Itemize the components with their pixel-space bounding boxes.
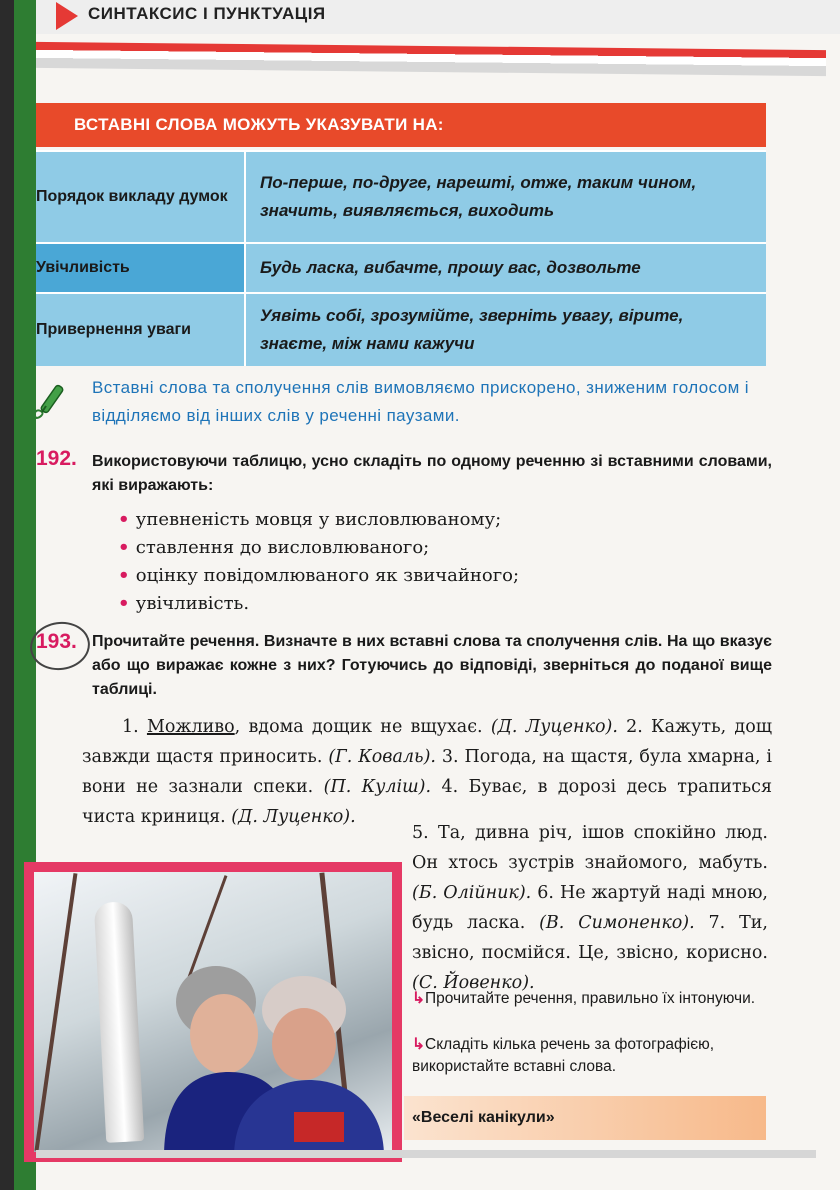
author: (Б. Олійник).	[412, 883, 532, 903]
table-category: Привернення уваги	[36, 321, 191, 338]
author: (С. Йовенко).	[412, 973, 535, 993]
pen-icon	[30, 378, 76, 424]
photo-image	[34, 872, 392, 1152]
exercise-instruction: Прочитайте речення. Визначте в них вставні слова та сполучення слів. На що вказує або що виражає кожне з них? Готуючись до відповіді, зверніться до поданої вище таблиці.	[92, 633, 772, 698]
task-arrow-icon: ↳	[412, 990, 425, 1007]
table-row	[36, 242, 766, 292]
photo-caption: «Веселі канікули»	[404, 1096, 766, 1140]
sentence: , вдома дощик не вщухає.	[234, 717, 483, 737]
table-row	[36, 292, 766, 366]
introductory-words-table	[36, 150, 766, 366]
bullet-list	[118, 506, 519, 618]
sentence: 3. Погода, на щастя, була хмарна, і вони не зазнали спеки.	[82, 747, 772, 797]
person	[234, 962, 384, 1152]
sentence-number: 1.	[122, 717, 139, 737]
exercise-number: 193.	[36, 630, 77, 653]
table-category: Порядок викладу думок	[36, 188, 228, 205]
ski	[94, 901, 145, 1143]
sentence: 7. Ти, звісно, посмійся. Це, звісно, корисно.	[412, 913, 768, 963]
sentence: 6. Не жартуй наді мною, будь ласка.	[412, 883, 768, 933]
table-category: Увічливість	[36, 259, 130, 276]
sentence: 4. Буває, в дорозі десь трапиться чиста криниця.	[82, 777, 772, 827]
author: (Д. Луценко).	[231, 807, 356, 827]
table-words: Будь ласка, вибачте, прошу вас, дозвольте	[244, 244, 766, 292]
exercise-instruction: Використовуючи таблицю, усно складіть по одному реченню зі вставними словами, які виражають:	[92, 453, 772, 494]
page-bottom	[36, 1150, 816, 1158]
page-edge	[0, 0, 14, 1190]
exercise-sentences-continued	[412, 818, 768, 998]
list-item: • увічливість.	[118, 590, 519, 618]
author: (П. Куліш).	[323, 777, 432, 797]
table-row	[36, 150, 766, 242]
author: (Г. Коваль).	[328, 747, 436, 767]
header-arrow-icon	[56, 2, 78, 30]
exercise-number: 192.	[36, 447, 77, 470]
exercise-sentences	[82, 712, 772, 832]
header-rule	[36, 42, 826, 76]
table-title: ВСТАВНІ СЛОВА МОЖУТЬ УКАЗУВАТИ НА:	[36, 103, 766, 147]
underlined-word: Можливо	[146, 717, 235, 737]
sentence: 5. Та, дивна річ, ішов спокійно люд. Он хтось зустрів знайомого, мабуть.	[412, 823, 768, 873]
list-item: • ставлення до висловлюваного;	[118, 534, 519, 562]
sentence: 2. Кажуть, дощ завжди щастя приносить.	[82, 717, 772, 767]
list-item: • упевненість мовця у висловлюваному;	[118, 506, 519, 534]
task-item: ↳Складіть кілька речень за фотографією, використайте вставні слова.	[412, 1036, 715, 1075]
author: (В. Симоненко).	[539, 913, 695, 933]
task-item: ↳Прочитайте речення, правильно їх інтонуючи.	[412, 990, 756, 1007]
table-words: По-перше, по-друге, нарешті, отже, таким чином, значить, виявляється, виходить	[244, 152, 766, 242]
author: (Д. Луценко).	[490, 717, 618, 737]
list-item: • оцінку повідомлюваного як звичайного;	[118, 562, 519, 590]
task-arrow-icon: ↳	[412, 1036, 425, 1053]
running-head: СИНТАКСИС І ПУНКТУАЦІЯ	[88, 4, 326, 23]
winter-photo	[24, 862, 402, 1162]
table-words: Уявіть собі, зрозумійте, зверніть увагу, вірите, знаєте, між нами кажучи	[244, 294, 766, 366]
rule-note: Вставні слова та сполучення слів вимовляємо прискорено, зниженим голосом і відділяємо від інших слів у реченні паузами.	[92, 378, 749, 425]
